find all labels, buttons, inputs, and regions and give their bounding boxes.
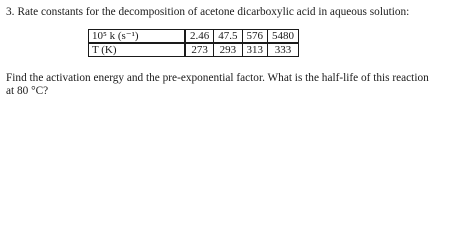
table-cell: 313 bbox=[242, 43, 268, 57]
table-cell: 576 bbox=[242, 30, 268, 44]
row-label-temperature: T (K) bbox=[89, 43, 186, 57]
table-cell: 5480 bbox=[268, 30, 299, 44]
table-row-temperature bbox=[89, 43, 299, 57]
question-line-1: Find the activation energy and the pre-exponential factor. What is the half-life of this reaction bbox=[6, 72, 429, 84]
problem-number: 3. bbox=[6, 6, 15, 18]
problem-statement bbox=[6, 6, 409, 19]
table-cell: 47.5 bbox=[214, 30, 242, 44]
table-cell: 2.46 bbox=[185, 30, 214, 44]
table-cell: 293 bbox=[214, 43, 242, 57]
table-row-rate-constant bbox=[89, 30, 299, 44]
question-line-2: at 80 °C? bbox=[6, 85, 49, 97]
table-cell: 273 bbox=[185, 43, 214, 57]
table-cell: 333 bbox=[268, 43, 299, 57]
problem-text: Rate constants for the decomposition of acetone dicarboxylic acid in aqueous solution: bbox=[17, 6, 410, 18]
rate-constant-table bbox=[88, 29, 299, 57]
row-label-rate-constant: 10⁵ k (s⁻¹) bbox=[89, 30, 186, 44]
question-text bbox=[6, 72, 454, 98]
